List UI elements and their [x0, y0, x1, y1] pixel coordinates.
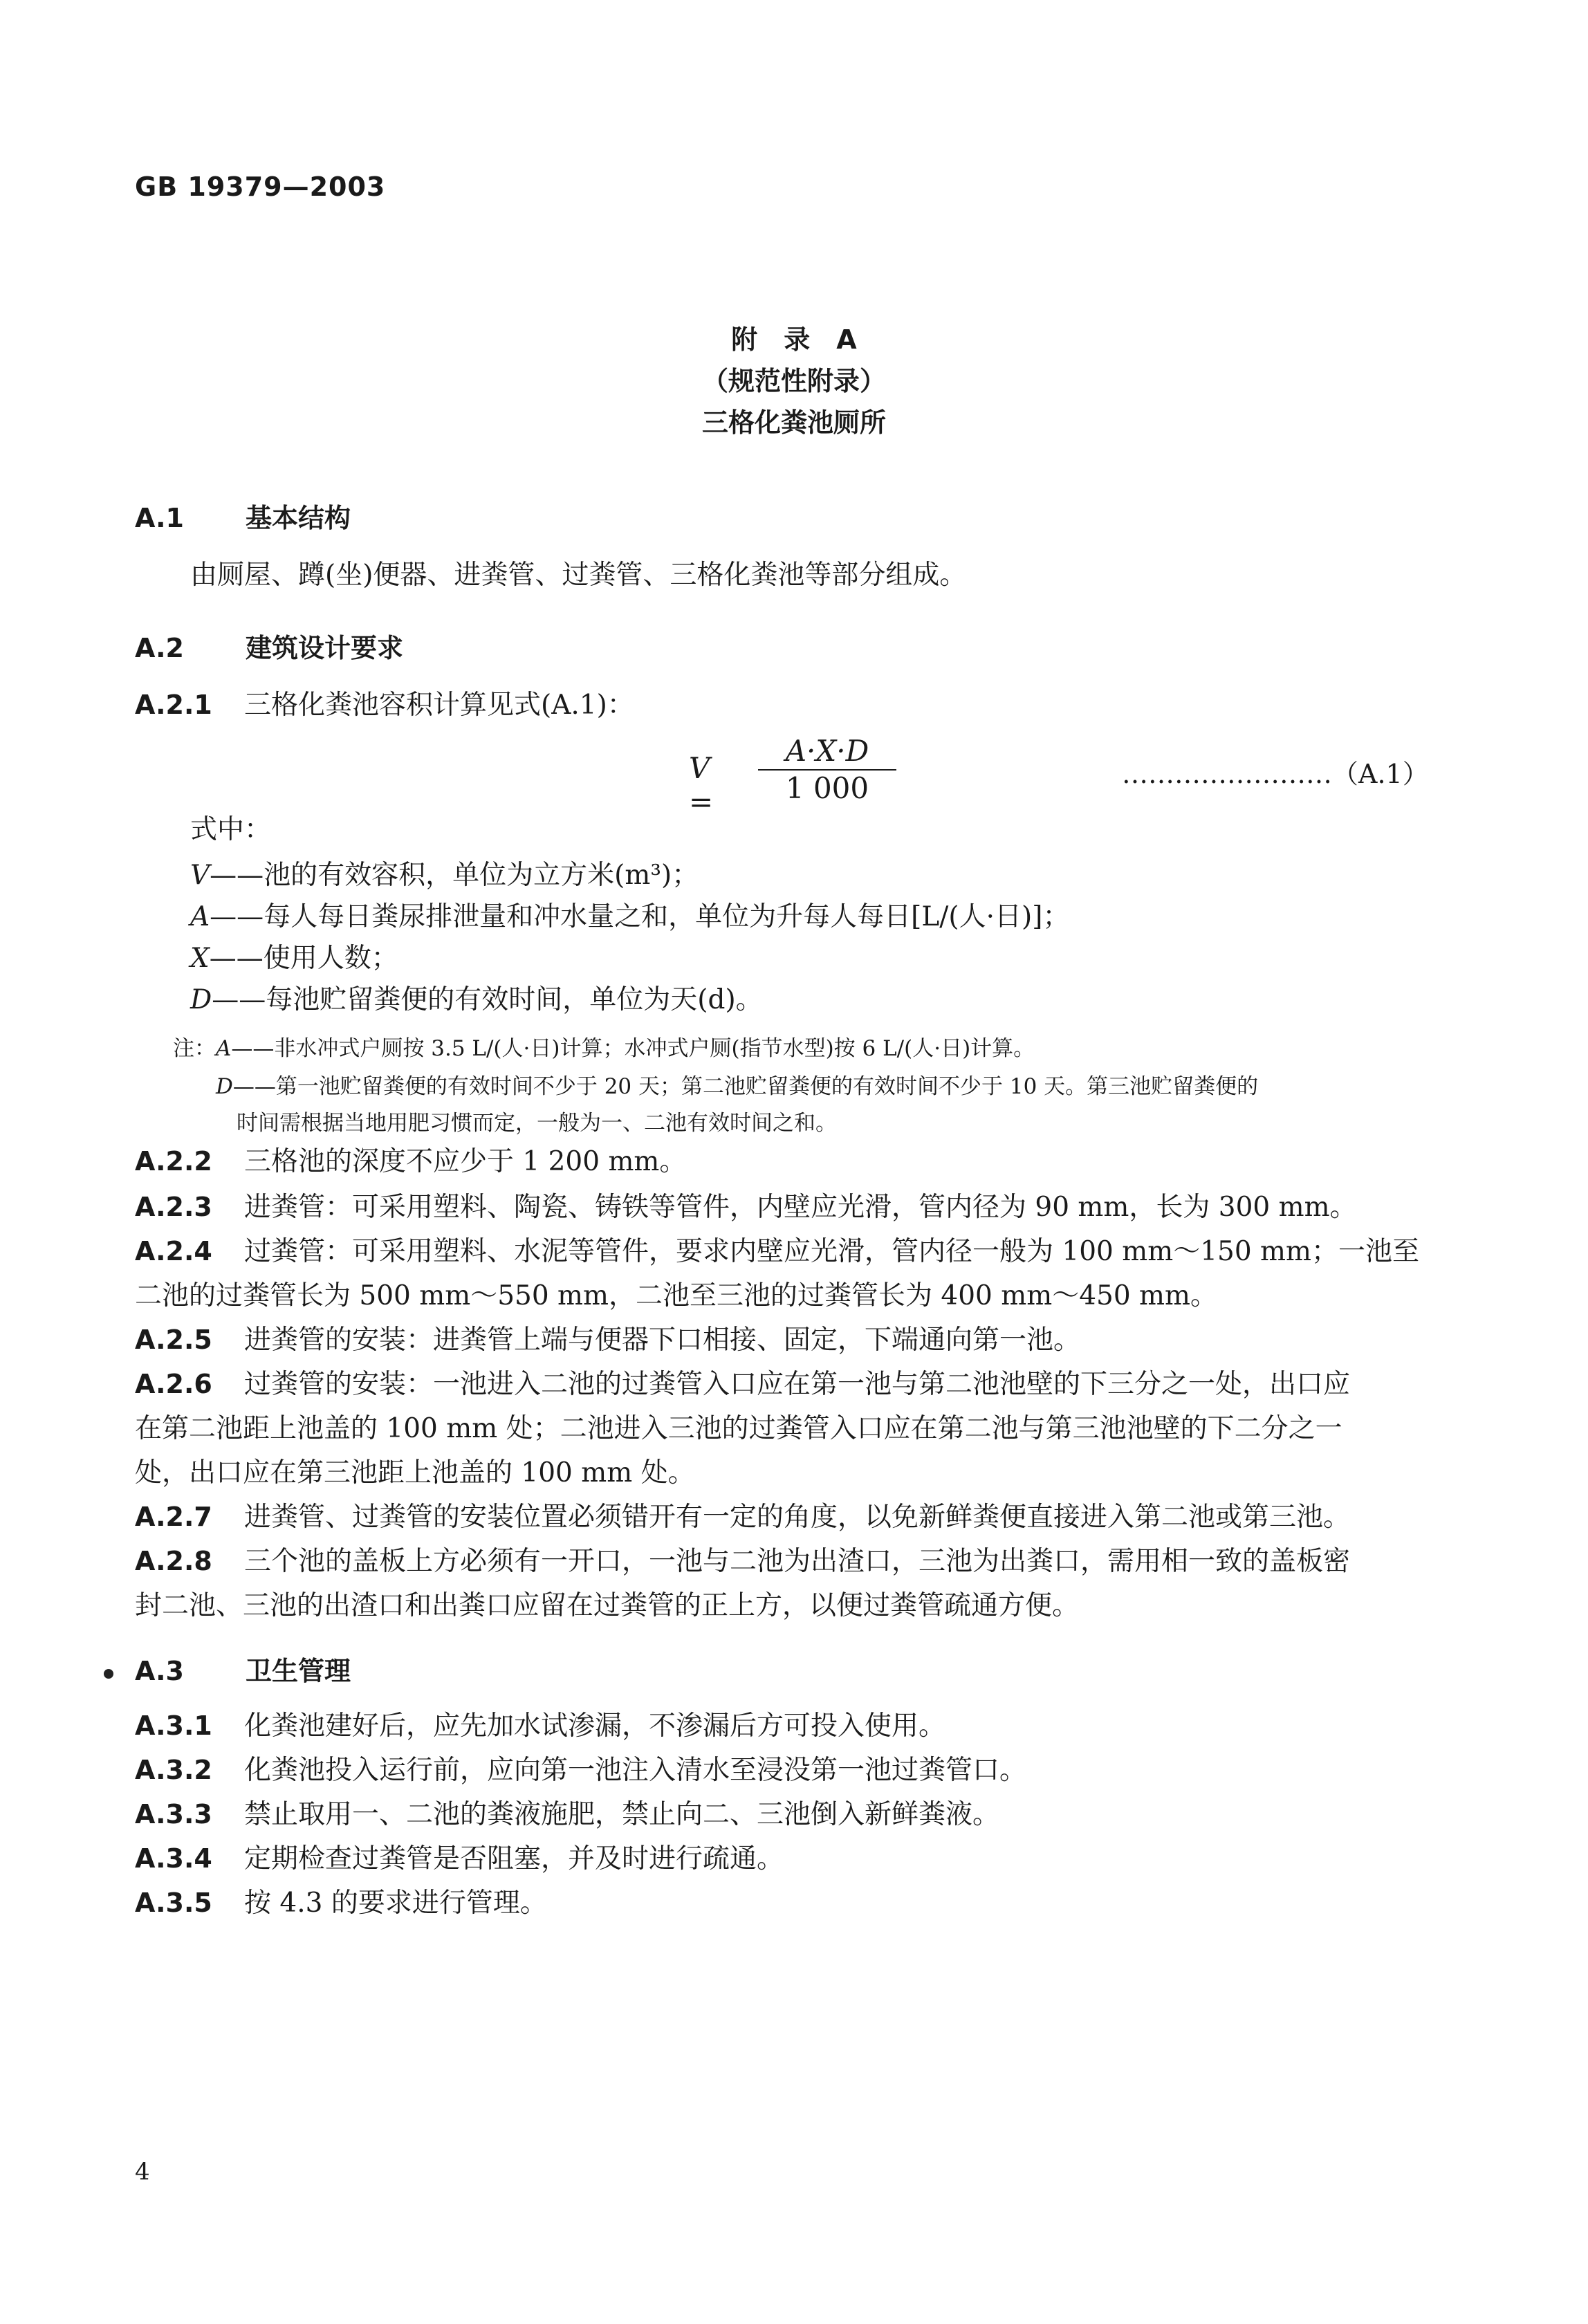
variable-symbol: X — [190, 943, 210, 974]
variable-description: ——池的有效容积，单位为立方米(m³)； — [210, 860, 699, 891]
clause-a22 — [135, 1148, 1453, 1175]
clause-number: A.3.2 — [135, 1755, 212, 1785]
section-number: A.3 — [135, 1656, 184, 1686]
where-item — [190, 903, 1453, 930]
clause-continuation: 在第二池距上池盖的 100 mm 处；二池进入三池的过粪管入口应在第二池与第三池池壁的下二分之一 — [135, 1413, 1342, 1444]
clause-number: A.2.3 — [135, 1192, 212, 1222]
formula-lhs: V = — [689, 751, 714, 819]
clause-text: 化粪池投入运行前，应向第一池注入清水至浸没第一池过粪管口。 — [244, 1755, 1027, 1786]
section-title: 基本结构 — [246, 503, 351, 533]
section-number: A.2 — [135, 633, 184, 663]
clause-a33 — [135, 1801, 1453, 1828]
clause-number: A.2.7 — [135, 1502, 212, 1532]
clause-a26 — [135, 1371, 1453, 1398]
clause-text: 过粪管：可采用塑料、水泥等管件，要求内壁应光滑，管内径一般为 100 mm～150 mm；一池至 — [244, 1236, 1419, 1267]
note-d-continued: 时间需根据当地用肥习惯而定，一般为一、二池有效时间之和。 — [237, 1111, 837, 1136]
scan-speck — [104, 1669, 113, 1679]
clause-number: A.2.6 — [135, 1369, 212, 1399]
clause-a24 — [135, 1238, 1453, 1265]
clause-continuation: 封二池、三池的出渣口和出粪口应留在过粪管的正上方，以便过粪管疏通方便。 — [135, 1590, 1080, 1621]
clause-text: 化粪池建好后，应先加水试渗漏，不渗漏后方可投入使用。 — [244, 1710, 946, 1742]
appendix-name: 三格化粪池厕所 — [701, 407, 886, 438]
clause-number: A.3.1 — [135, 1710, 212, 1741]
variable-description: ——每池贮留粪便的有效时间，单位为天(d)。 — [212, 984, 763, 1015]
variable-description: ——使用人数； — [209, 943, 398, 974]
note-a — [173, 1031, 1035, 1062]
clause-text: 进粪管：可采用塑料、陶瓷、铸铁等管件，内壁应光滑，管内径为 90 mm，长为 300 mm。 — [244, 1192, 1357, 1223]
section-a1-heading — [135, 497, 351, 535]
clause-number: A.3.4 — [135, 1843, 212, 1874]
clause-text: 进粪管的安装：进粪管上端与便器下口相接、固定，下端通向第一池。 — [244, 1325, 1081, 1356]
formula-numerator: A·X·D — [785, 734, 869, 768]
appendix-title: 附 录 A — [731, 324, 857, 355]
section-number: A.1 — [135, 503, 184, 533]
where-item — [190, 862, 1453, 889]
clause-number: A.2.2 — [135, 1146, 212, 1177]
clause-a32 — [135, 1757, 1453, 1784]
clause-number: A.3.3 — [135, 1799, 212, 1829]
clause-text: 按 4.3 的要求进行管理。 — [244, 1888, 547, 1919]
clause-text: 三格池的深度不应少于 1 200 mm。 — [244, 1146, 687, 1177]
document-code: GB 19379—2003 — [135, 172, 386, 202]
clause-text: 三格化粪池容积计算见式(A.1)： — [244, 690, 634, 721]
clause-continuation: 二池的过粪管长为 500 mm～550 mm，二池至三池的过粪管长为 400 mm～450 mm。 — [135, 1280, 1217, 1311]
variable-symbol: A — [216, 1036, 232, 1061]
formula-denominator: 1 000 — [785, 771, 869, 805]
variable-symbol: D — [216, 1074, 233, 1099]
section-title: 卫生管理 — [246, 1656, 351, 1686]
note-d — [216, 1069, 1258, 1100]
clause-a25 — [135, 1327, 1453, 1354]
clause-text: 三个池的盖板上方必须有一开口，一池与二池为出渣口，三池为出粪口，需用相一致的盖板密 — [244, 1546, 1351, 1577]
equation-number: ……………………（A.1） — [1122, 759, 1429, 789]
page-number: 4 — [135, 2158, 150, 2186]
section-a2-heading — [135, 627, 403, 665]
clause-text: 定期检查过粪管是否阻塞，并及时进行疏通。 — [244, 1843, 784, 1874]
clause-a27 — [135, 1504, 1453, 1531]
clause-a23 — [135, 1194, 1453, 1221]
clause-a21 — [135, 692, 1453, 719]
note-text: ——非水冲式户厕按 3.5 L/(人·日)计算；水冲式户厕(指节水型)按 6 L/(人·日)计算。 — [231, 1036, 1035, 1061]
clause-a35 — [135, 1890, 1453, 1917]
where-label: 式中： — [190, 814, 272, 845]
clause-number: A.2.4 — [135, 1236, 212, 1266]
section-a1-body: 由厕屋、蹲(坐)便器、进粪管、过粪管、三格化粪池等部分组成。 — [190, 560, 967, 591]
clause-text: 过粪管的安装：一池进入二池的过粪管入口应在第一池与第二池池壁的下三分之一处，出口应 — [244, 1369, 1351, 1400]
clause-text: 禁止取用一、二池的粪液施肥，禁止向二、三池倒入新鲜粪液。 — [244, 1799, 1000, 1830]
clause-number: A.2.5 — [135, 1325, 212, 1355]
section-a3-heading — [135, 1650, 351, 1688]
clause-number: A.3.5 — [135, 1888, 212, 1918]
clause-continuation: 处，出口应在第三池距上池盖的 100 mm 处。 — [135, 1457, 695, 1488]
clause-a34 — [135, 1845, 1453, 1872]
clause-a28 — [135, 1548, 1453, 1575]
formula-fraction — [758, 733, 896, 806]
variable-symbol: A — [190, 901, 210, 932]
section-title: 建筑设计要求 — [246, 633, 404, 663]
where-item — [190, 986, 1453, 1013]
where-item — [190, 945, 1453, 972]
variable-symbol: V — [190, 860, 210, 891]
appendix-subtitle: （规范性附录） — [701, 366, 886, 396]
clause-number: A.2.8 — [135, 1546, 212, 1576]
note-prefix: 注： — [173, 1036, 216, 1061]
clause-a31 — [135, 1710, 1453, 1742]
clause-text: 进粪管、过粪管的安装位置必须错开有一定的角度，以免新鲜粪便直接进入第二池或第三池。 — [244, 1502, 1351, 1533]
clause-number: A.2.1 — [135, 690, 212, 720]
variable-description: ——每人每日粪尿排泄量和冲水量之和，单位为升每人每日[L/(人·日)]； — [210, 901, 1070, 932]
variable-symbol: D — [190, 984, 212, 1015]
note-text: ——第一池贮留粪便的有效时间不少于 20 天；第二池贮留粪便的有效时间不少于 10 天。第三池贮留粪便的 — [232, 1074, 1259, 1099]
